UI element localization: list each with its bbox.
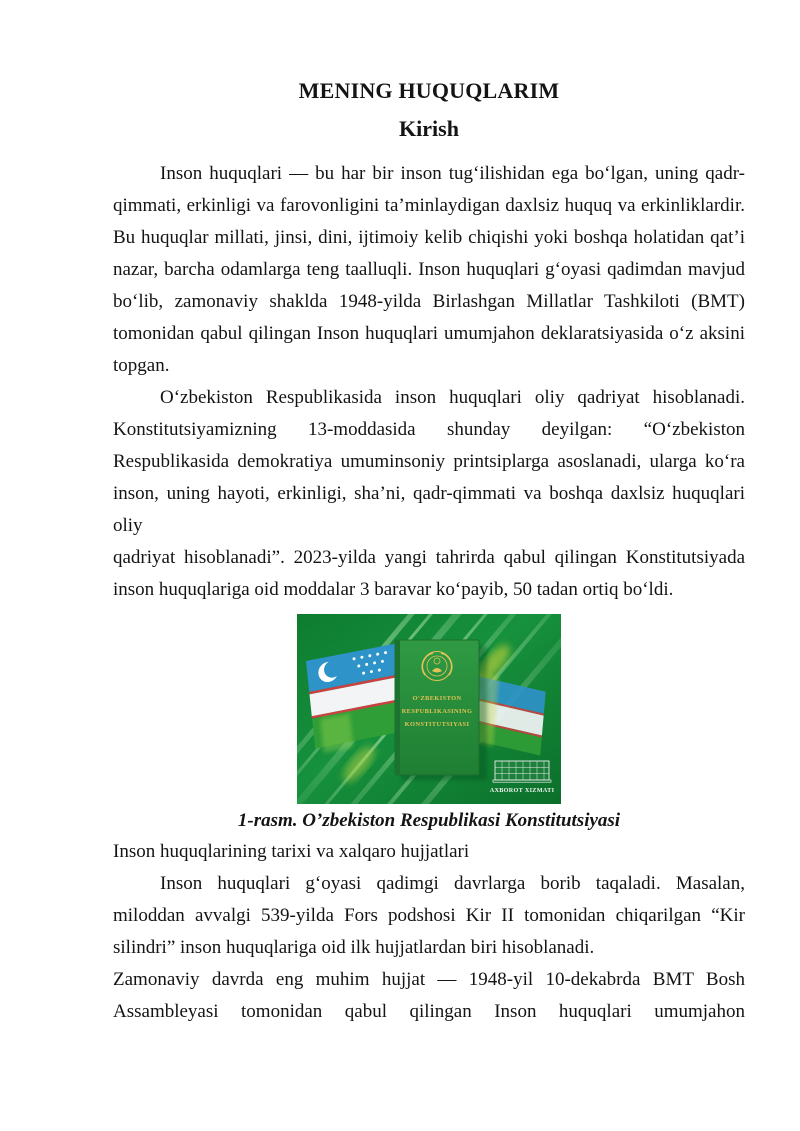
text-line: nazar, barcha odamlarga teng taalluqli. Inson huquqlari g‘oyasi qadimdan mavjud: [113, 259, 745, 280]
paragraph: [113, 964, 745, 1028]
text-line: Zamonaviy davrda eng muhim hujjat — 1948-yil 10-dekabrda BMT Bosh: [113, 969, 745, 990]
book-title-line2: RESPUBLIKASINING: [401, 708, 473, 715]
text-line: Inson huquqlari — bu har bir inson tug‘ilishidan ega bo‘lgan, uning qadr-: [160, 163, 745, 184]
text-line: Respublikasida demokratiya umuminsoniy printsiplarga asoslanadi, ularga ko‘ra: [113, 451, 745, 472]
building-icon: [493, 761, 551, 782]
paragraph: [113, 868, 745, 964]
paragraph-group-bottom: [113, 868, 745, 1028]
text-line: Inson huquqlari g‘oyasi qadimgi davrlarga borib taqaladi. Masalan,: [160, 873, 745, 894]
book-title-line1: O‘ZBEKISTON: [412, 695, 462, 702]
text-line: bo‘lib, zamonaviy shaklda 1948-yilda Birlashgan Millatlar Tashkiloti (BMT): [113, 291, 745, 312]
text-line: O‘zbekiston Respublikasida inson huquqlari oliy qadriyat hisoblanadi.: [160, 387, 745, 408]
watermark: [490, 761, 555, 794]
book-title-line3: KONSTITUTSIYASI: [404, 721, 470, 728]
constitution-book: [395, 640, 487, 780]
text-line: silindri” inson huquqlariga oid ilk hujjatlardan biri hisoblanadi.: [113, 937, 595, 958]
paragraph: [113, 158, 745, 382]
text-line: qimmati, erkinligi va farovonligini ta’minlaydigan daxlsiz huquq va erkinliklardir.: [113, 195, 745, 216]
text-line: inson, uning hayoti, erkinligi, sha’ni, qadr-qimmati va boshqa daxlsiz huquqlari oliy: [113, 483, 745, 536]
watermark-label: AXBOROT XIZMATI: [489, 787, 555, 794]
constitution-figure: [297, 614, 561, 804]
book-spine: [395, 640, 400, 775]
text-line: Konstitutsiyamizning 13-moddasida shunday deyilgan: “O‘zbekiston: [113, 419, 745, 440]
page-title: MENING HUQUQLARIM: [298, 78, 560, 103]
text-line: tomonidan qabul qilingan Inson huquqlari umumjahon deklaratsiyasida o‘z aksini: [113, 323, 745, 344]
text-line: topgan.: [113, 355, 170, 376]
text-line: qadriyat hisoblanadi”. 2023-yilda yangi tahrirda qabul qilingan Konstitutsiyada: [113, 547, 745, 568]
page-subtitle: Kirish: [399, 116, 459, 141]
paragraph-group-top: [113, 158, 745, 606]
text-line: miloddan avvalgi 539-yilda Fors podshosi Kir II tomonidan chiqarilgan “Kir: [113, 905, 745, 926]
constitution-image: [297, 614, 561, 804]
text-line: Bu huquqlar millati, jinsi, dini, ijtimoiy kelib chiqishi yoki boshqa holatidan qat’i: [113, 227, 745, 248]
section-heading: Inson huquqlarining tarixi va xalqaro hujjatlari: [113, 841, 470, 862]
figure-caption: 1-rasm. O’zbekiston Respublikasi Konstitutsiyasi: [237, 810, 621, 831]
paragraph: [113, 382, 745, 606]
text-line: inson huquqlariga oid moddalar 3 baravar ko‘payib, 50 tadan ortiq bo‘ldi.: [113, 579, 674, 600]
text-line: Assambleyasi tomonidan qabul qilingan Inson huquqlari umumjahon: [113, 1001, 745, 1022]
